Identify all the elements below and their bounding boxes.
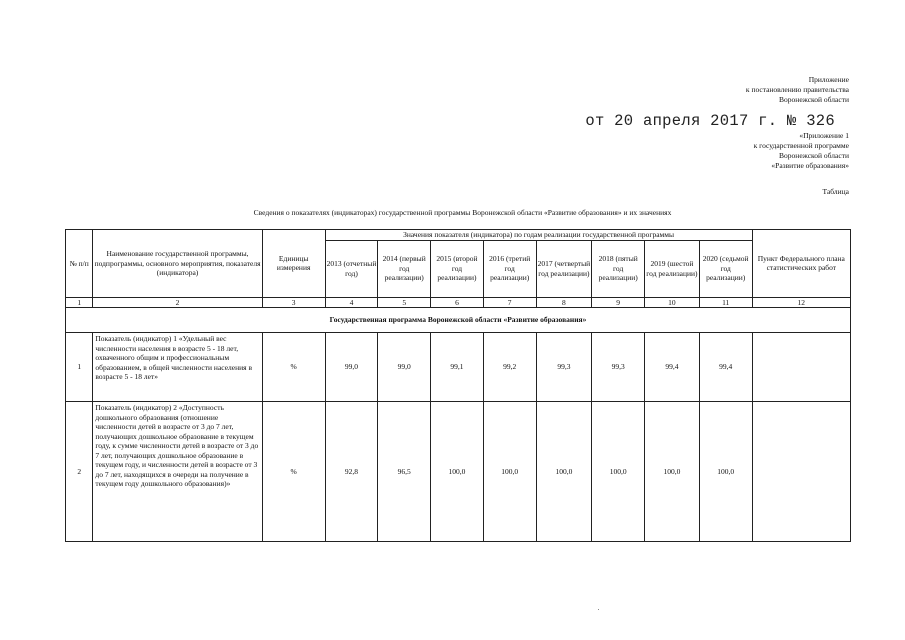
header-num: № п/п: [66, 230, 93, 298]
col-number: 12: [752, 297, 850, 308]
row-value: 99,2: [483, 333, 536, 402]
header-year: 2014 (первый год реализации): [378, 240, 431, 297]
resolution-date: от 20 апреля 2017 г. № 326: [585, 112, 835, 130]
col-number: 4: [325, 297, 378, 308]
row-value: 92,8: [325, 402, 378, 542]
appendix-line: к государственной программе: [753, 141, 849, 150]
row-value: 100,0: [431, 402, 484, 542]
appendix-line: «Развитие образования»: [771, 161, 849, 170]
row-name: Показатель (индикатор) 2 «Доступность дошкольного образования (отношение численности детей в возрасте от 3 до 7 лет, получающих дошкольное образование в текущем году, к сумме численности детей в возрасте от 3 до 7 лет, получающих дошкольное образование в текущем году, и численности детей в возрасте от 3 до 7 лет, находящихся в очереди на получение в текущем году дошкольного образования)»: [93, 402, 262, 542]
row-value: 99,4: [699, 333, 752, 402]
table-row: [66, 402, 851, 542]
header-year: 2017 (четвертый год реализации): [536, 240, 592, 297]
row-value: 99,3: [592, 333, 645, 402]
scan-speck: [598, 609, 599, 610]
col-number: 6: [431, 297, 484, 308]
header-name: Наименование государственной программы, подпрограммы, основного мероприятия, показателя (индикатора): [93, 230, 262, 298]
col-number: 8: [536, 297, 592, 308]
row-value: 99,3: [536, 333, 592, 402]
appendix-line: Воронежской области: [779, 151, 849, 160]
row-plan: [752, 333, 850, 402]
header-line: Приложение: [808, 75, 849, 84]
header-year: 2019 (шестой год реализации): [645, 240, 700, 297]
header-line: Воронежской области: [779, 95, 849, 104]
header-year: 2016 (третий год реализации): [483, 240, 536, 297]
header-values-group: Значения показателя (индикатора) по годам реализации государственной программы: [325, 230, 752, 241]
row-value: 99,0: [378, 333, 431, 402]
table-caption: Сведения о показателях (индикаторах) государственной программы Воронежской области «Развитие образования» и их значениях: [253, 208, 672, 217]
section-title: Государственная программа Воронежской области «Развитие образования»: [66, 308, 851, 333]
row-value: 100,0: [645, 402, 700, 542]
row-value: 99,4: [645, 333, 700, 402]
header-plan: Пункт Федерального плана статистических работ: [752, 230, 850, 298]
row-value: 100,0: [699, 402, 752, 542]
row-plan: [752, 402, 850, 542]
col-number: 5: [378, 297, 431, 308]
row-value: 99,1: [431, 333, 484, 402]
header-year: 2020 (седьмой год реализации): [699, 240, 752, 297]
header-unit: Единицы измерения: [262, 230, 325, 298]
col-number: 2: [93, 297, 262, 308]
header-line: к постановлению правительства: [745, 85, 849, 94]
row-name: Показатель (индикатор) 1 «Удельный вес численности населения в возрасте 5 - 18 лет, охваченного общим и профессиональным образованием, в общей численности населения в возрасте 5 - 18 лет»: [93, 333, 262, 402]
appendix-header: [754, 131, 849, 171]
row-value: 100,0: [483, 402, 536, 542]
table-label: Таблица: [822, 187, 849, 196]
header-year: 2015 (второй год реализации): [431, 240, 484, 297]
col-number: 11: [699, 297, 752, 308]
row-unit: %: [262, 333, 325, 402]
row-num: 1: [66, 333, 93, 402]
col-number: 7: [483, 297, 536, 308]
col-number: 3: [262, 297, 325, 308]
header-year: 2018 (пятый год реализации): [592, 240, 645, 297]
row-value: 96,5: [378, 402, 431, 542]
resolution-header: [746, 75, 849, 105]
indicators-table: [65, 229, 851, 542]
row-value: 100,0: [592, 402, 645, 542]
table-row: [66, 333, 851, 402]
row-num: 2: [66, 402, 93, 542]
row-value: 100,0: [536, 402, 592, 542]
col-number: 9: [592, 297, 645, 308]
row-value: 99,0: [325, 333, 378, 402]
row-unit: %: [262, 402, 325, 542]
header-year: 2013 (отчетный год): [325, 240, 378, 297]
col-number: 1: [66, 297, 93, 308]
appendix-line: «Приложение 1: [799, 131, 849, 140]
col-number: 10: [645, 297, 700, 308]
